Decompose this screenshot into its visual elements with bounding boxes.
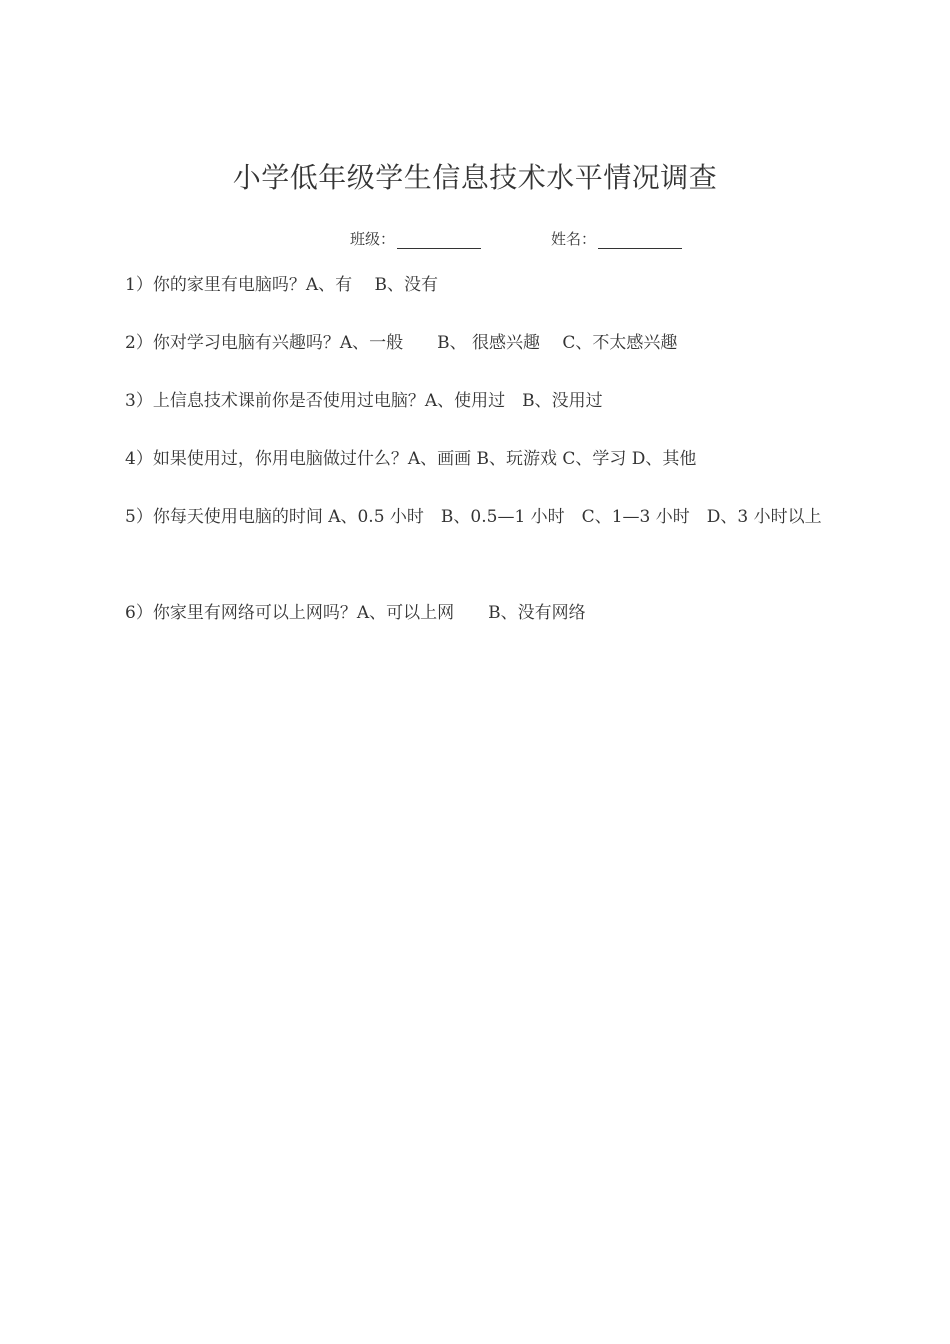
question-4: 4）如果使用过，你用电脑做过什么？A、画画 B、玩游戏 C、学习 D、其他	[125, 449, 697, 469]
name-field	[551, 228, 682, 249]
question-3: 3）上信息技术课前你是否使用过电脑？A、使用过 B、没用过	[125, 391, 603, 411]
class-blank-line	[397, 232, 481, 249]
name-blank-line	[598, 232, 682, 249]
class-label: 班级：	[350, 230, 396, 248]
name-label: 姓名：	[551, 230, 597, 248]
class-field	[350, 228, 481, 249]
question-2: 2）你对学习电脑有兴趣吗？A、一般 B、 很感兴趣 C、不太感兴趣	[125, 333, 678, 353]
page-title: 小学低年级学生信息技术水平情况调查	[232, 161, 718, 194]
question-1: 1）你的家里有电脑吗？A、有 B、没有	[125, 275, 438, 295]
question-5: 5）你每天使用电脑的时间 A、0.5 小时 B、0.5—1 小时 C、1—3 小时 D、3 小时以上	[125, 507, 822, 527]
question-6: 6）你家里有网络可以上网吗？A、可以上网 B、没有网络	[125, 603, 586, 623]
